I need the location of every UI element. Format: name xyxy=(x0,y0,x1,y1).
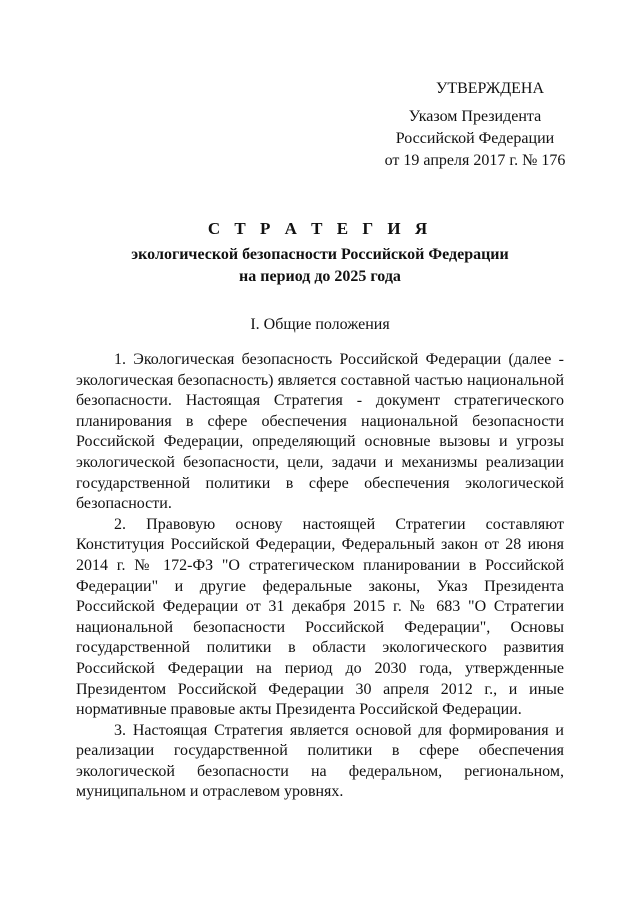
section-title: I. Общие положения xyxy=(250,316,390,333)
approval-line-3: от 19 апреля 2017 г. № 176 xyxy=(384,152,566,169)
paragraph-3: 3. Настоящая Стратегия является основой для формирования и реализации государственной политики в сфере обеспечения экологической безопасности на федеральном, региональном, муниципальном и отраслевом уровнях. xyxy=(76,721,564,801)
approval-heading: УТВЕРЖДЕНА xyxy=(435,80,544,97)
subtitle-line-1: экологической безопасности Российской Федерации xyxy=(131,246,509,263)
document-body xyxy=(76,350,564,803)
paragraph-2: 2. Правовую основу настоящей Стратегии составляют Конституция Российской Федерации, Федеральный закон от 28 июня 2014 г. № 172-ФЗ "О стратегическом планировании в Российской Федерации" и другие федеральные законы, Указ Президента Российской Федерации от 31 декабря 2015 г. № 683 "О Стратегии национальной безопасности Российской Федерации", Основы государственной политики в области экологического развития Российской Федерации на период до 2030 года, утвержденные Президентом Российской Федерации 30 апреля 2012 г., и иные нормативные правовые акты Президента Российской Федерации. xyxy=(76,515,564,719)
subtitle-line-2: на период до 2025 года xyxy=(239,268,401,285)
document-subtitle xyxy=(0,244,640,288)
paragraph-1: 1. Экологическая безопасность Российской Федерации (далее - экологическая безопасность) является составной частью национальной безопасности. Настоящая Стратегия - документ стратегического планирования в сфере обеспечения национальной безопасности Российской Федерации, определяющий основные вызовы и угрозы экологической безопасности, цели, задачи и механизмы реализации государственной политики в сфере обеспечения экологической безопасности. xyxy=(76,351,564,513)
approval-details xyxy=(370,106,580,172)
approval-line-1: Указом Президента xyxy=(408,108,542,125)
document-title: С Т Р А Т Е Г И Я xyxy=(207,219,433,238)
approval-line-2: Российской Федерации xyxy=(395,130,555,147)
